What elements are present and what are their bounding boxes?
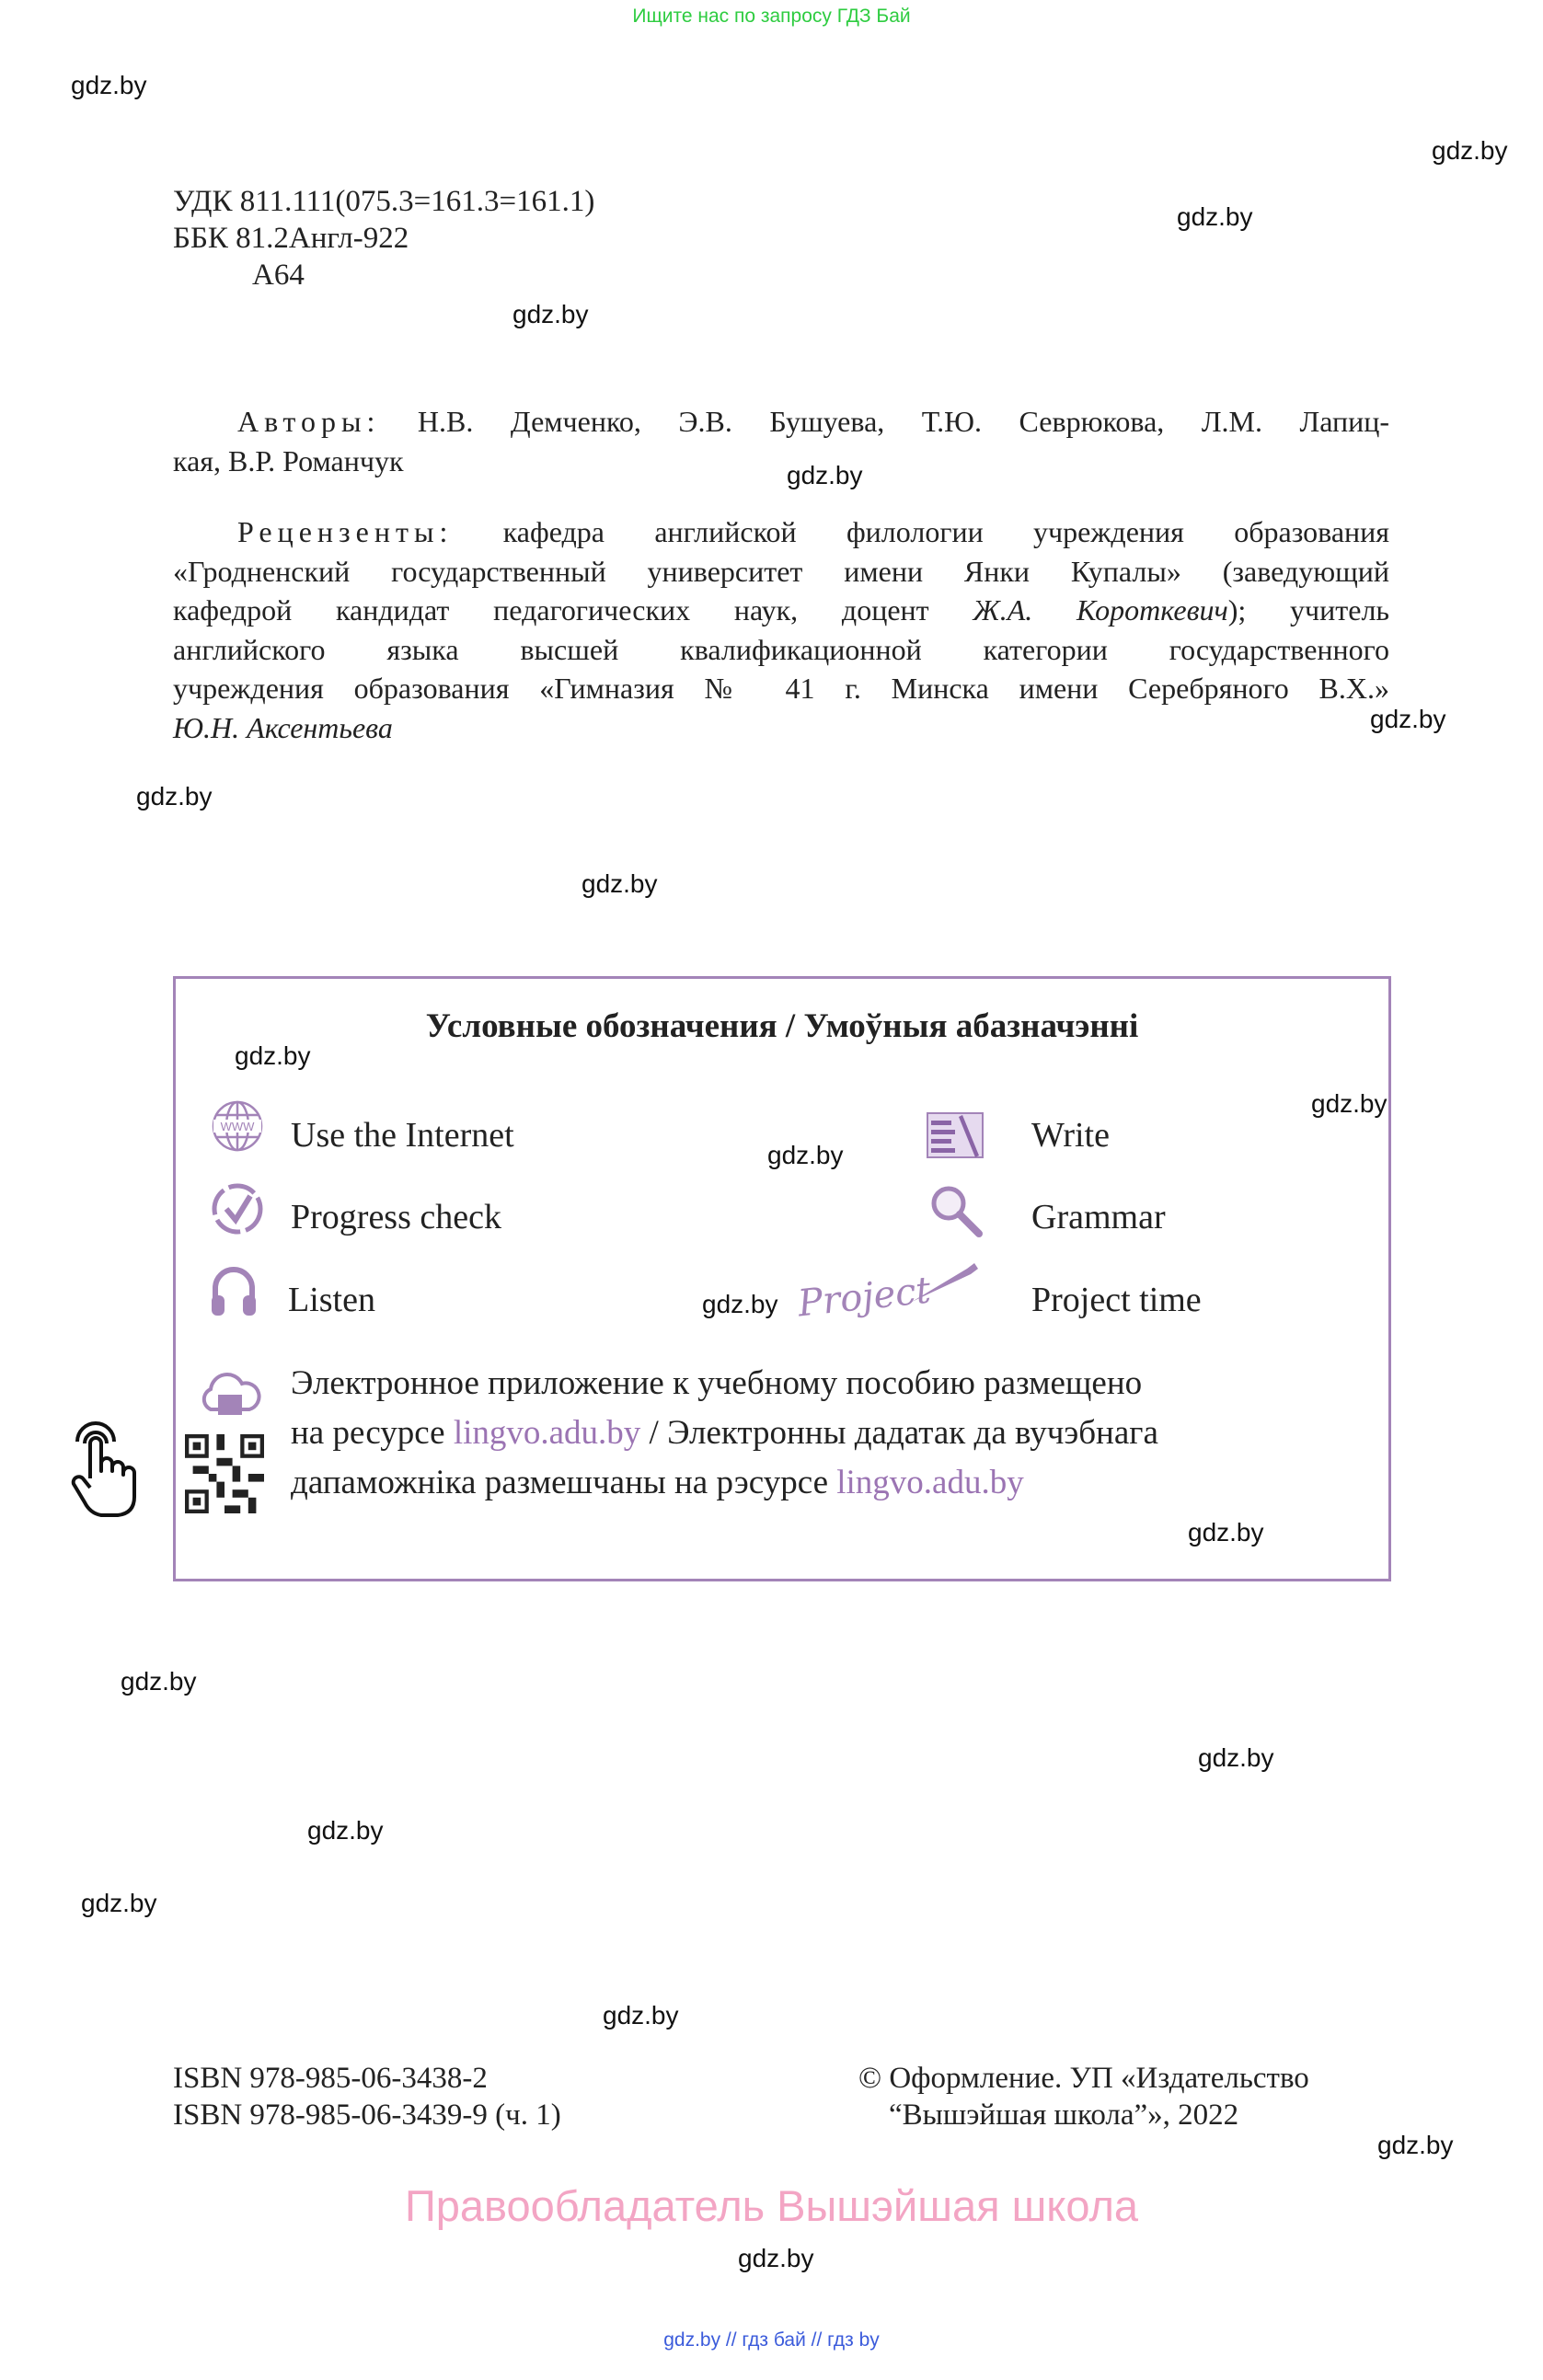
legend-item-grammar: Grammar xyxy=(1031,1198,1166,1236)
copyright-line: © Оформление. УП «Издательство xyxy=(858,2062,1309,2095)
magnifier-icon xyxy=(928,1183,984,1238)
text: кафедрой кандидат педагогических наук, доцент xyxy=(173,593,929,627)
legend-item-listen: Listen xyxy=(288,1281,375,1319)
watermark: gdz.by xyxy=(1377,2131,1454,2159)
watermark: gdz.by xyxy=(1198,1743,1274,1772)
globe-www-icon xyxy=(210,1098,265,1154)
authors-line: Н.В. Демченко, Э.В. Бушуева, Т.Ю. Севрюкова, Л.М. Лапиц- xyxy=(417,405,1389,438)
watermark: gdz.by xyxy=(71,71,147,99)
watermark: gdz.by xyxy=(738,2244,814,2272)
ebook-line: Электронное приложение к учебному пособию размещено xyxy=(291,1364,1143,1402)
text: ); учитель xyxy=(1227,593,1390,627)
authors-label: Авторы: xyxy=(237,405,381,438)
lingvo-link[interactable]: lingvo.adu.by xyxy=(836,1464,1024,1501)
watermark: gdz.by xyxy=(1370,705,1446,733)
search-banner[interactable]: Ищите нас по запросу ГДЗ Бай xyxy=(632,6,911,27)
watermark: gdz.by xyxy=(81,1889,157,1917)
authors-line: кая, В.Р. Романчук xyxy=(173,443,404,477)
legend-box xyxy=(173,976,1391,1581)
watermark: gdz.by xyxy=(767,1141,844,1169)
project-logo-text: Project xyxy=(795,1269,933,1326)
reviewers-line: английского языка высшей квалификационной категории государственного xyxy=(173,632,1389,666)
reviewers-paragraph xyxy=(173,512,1389,747)
write-notebook-icon xyxy=(926,1108,986,1163)
legend-title: Условные обозначения / Умоўныя абазначэнні xyxy=(425,1007,1139,1045)
reviewer-name: Ю.Н. Аксентьева xyxy=(173,710,393,744)
qr-code[interactable] xyxy=(185,1434,264,1513)
legend-item-write: Write xyxy=(1031,1116,1110,1155)
watermark: gdz.by xyxy=(582,869,658,898)
watermark: gdz.by xyxy=(235,1041,311,1070)
reviewers-label: Рецензенты: xyxy=(237,515,454,548)
udk-code: УДК 811.111(075.3=161.3=161.1) xyxy=(173,185,595,218)
footer-links[interactable]: gdz.by // гдз бай // гдз by xyxy=(663,2329,880,2351)
copyright-line: “Вышэйшая школа”», 2022 xyxy=(889,2098,1239,2132)
touch-hand-icon xyxy=(70,1421,142,1519)
watermark: gdz.by xyxy=(702,1290,778,1318)
text: дапаможніка размешчаны на рэсурсе xyxy=(291,1464,837,1501)
headphones-icon xyxy=(206,1264,261,1319)
legend-item-progress: Progress check xyxy=(291,1198,501,1236)
watermark: gdz.by xyxy=(307,1816,384,1845)
isbn: ISBN 978-985-06-3438-2 xyxy=(173,2062,488,2095)
reviewers-line: кафедра английской филологии учреждения образования xyxy=(502,515,1390,548)
svg-text:WWW: WWW xyxy=(220,1120,255,1133)
isbn: ISBN 978-985-06-3439-9 (ч. 1) xyxy=(173,2098,561,2132)
rights-holder-watermark: Правообладатель Вышэйшая школа xyxy=(404,2181,1139,2230)
watermark: gdz.by xyxy=(787,461,863,489)
text: на ресурсе xyxy=(291,1414,454,1452)
reviewer-name: Ж.А. Короткевич xyxy=(973,593,1228,627)
lingvo-link[interactable]: lingvo.adu.by xyxy=(453,1414,641,1452)
watermark: gdz.by xyxy=(1177,202,1253,231)
watermark: gdz.by xyxy=(512,300,589,328)
watermark: gdz.by xyxy=(1311,1089,1388,1118)
project-pen-icon xyxy=(795,1259,982,1333)
legend-item-internet: Use the Internet xyxy=(291,1116,514,1155)
watermark: gdz.by xyxy=(1432,136,1508,165)
authors-paragraph xyxy=(173,402,1389,480)
author-mark: А64 xyxy=(252,259,305,292)
legend-item-project: Project time xyxy=(1031,1281,1202,1319)
watermark: gdz.by xyxy=(136,782,213,811)
text: / Электронны дадатак да вучэбнага xyxy=(640,1414,1158,1452)
ebook-line xyxy=(291,1463,1024,1502)
watermark: gdz.by xyxy=(603,2001,679,2029)
bbk-code: ББК 81.2Англ-922 xyxy=(173,222,409,255)
ebook-line xyxy=(291,1413,1158,1453)
cloud-folder-icon xyxy=(198,1365,262,1420)
watermark: gdz.by xyxy=(121,1667,197,1696)
reviewers-line xyxy=(173,591,1389,630)
progress-check-icon xyxy=(210,1181,265,1236)
watermark: gdz.by xyxy=(1188,1518,1264,1546)
reviewers-line: учреждения образования «Гимназия № 41 г. Минска имени Серебряного В.Х.» xyxy=(173,672,1389,705)
reviewers-line: «Гродненский государственный университет имени Янки Купалы» (заведующий xyxy=(173,554,1389,588)
